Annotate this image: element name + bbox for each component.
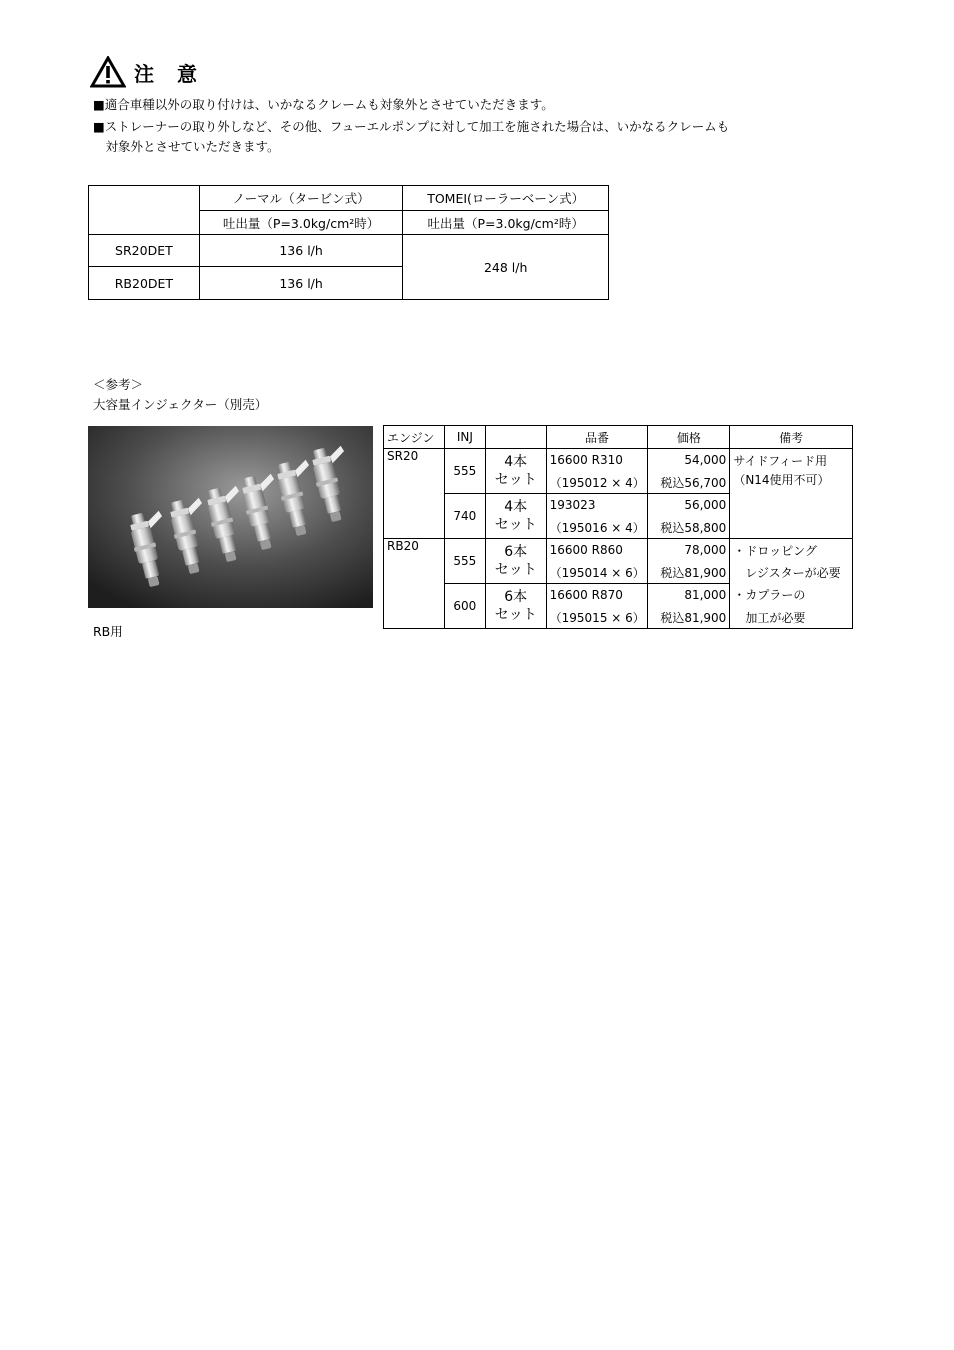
caution-header [90,55,205,89]
price-tax-rb20-600: 税込81,900 [648,606,730,629]
price-tax-sr20-740: 税込58,800 [648,516,730,539]
notes-sr20-2: （N14使用不可） [730,471,853,539]
normal-flow-sr20det: 136 l/h [199,235,403,267]
set-sr20-555: 4本 セット [485,449,546,494]
part-detail-sr20-740: （195016 × 4） [546,516,648,539]
header-price: 価格 [648,426,730,449]
engine-rb20det: RB20DET [89,267,200,300]
inj-rb20-555: 555 [444,539,485,584]
notes-rb20-600-2: 加工が必要 [730,606,853,629]
notes-rb20-555-1: ・ドロッピング [730,539,853,562]
price-sr20-740: 56,000 [648,494,730,517]
part-sr20-740: 193023 [546,494,648,517]
sub-header-tomei: 吐出量（P=3.0kg/cm²時） [403,211,609,235]
set-sr20-740: 4本 セット [485,494,546,539]
inj-sr20-740: 740 [444,494,485,539]
price-tax-rb20-555: 税込81,900 [648,561,730,584]
part-sr20-555: 16600 R310 [546,449,648,472]
notes-rb20-600-1: ・カプラーの [730,584,853,607]
inj-rb20-600: 600 [444,584,485,629]
part-detail-rb20-600: （195015 × 6） [546,606,648,629]
header-tomei: TOMEI(ローラーベーン式） [403,186,609,211]
part-detail-rb20-555: （195014 × 6） [546,561,648,584]
header-engine: エンジン [384,426,445,449]
notes-rb20-555-2: レジスターが必要 [730,561,853,584]
price-rb20-600: 81,000 [648,584,730,607]
injector-table [383,425,853,629]
caution-title: 注 意 [134,61,205,86]
warning-icon [90,56,126,88]
price-rb20-555: 78,000 [648,539,730,562]
pump-comparison-table [88,185,609,300]
header-set [485,426,546,449]
header-part-number: 品番 [546,426,648,449]
set-rb20-555: 6本 セット [485,539,546,584]
part-rb20-600: 16600 R870 [546,584,648,607]
set-rb20-600: 6本 セット [485,584,546,629]
engine-sr20det: SR20DET [89,235,200,267]
sub-header-normal: 吐出量（P=3.0kg/cm²時） [199,211,403,235]
notes-sr20-1: サイドフィード用 [730,449,853,472]
reference-subtitle: 大容量インジェクター（別売） [93,397,268,412]
inj-sr20-555: 555 [444,449,485,494]
header-notes: 備考 [730,426,853,449]
normal-flow-rb20det: 136 l/h [199,267,403,300]
header-inj: INJ [444,426,485,449]
reference-title: ＜参考＞ [93,377,144,392]
tomei-flow-value: 248 l/h [403,235,609,300]
header-normal: ノーマル（タービン式） [199,186,403,211]
photo-caption: RB用 [93,624,123,639]
caution-note-1: ■適合車種以外の取り付けは、いかなるクレームも対象外とさせていただきます。 [93,97,554,112]
injector-photo [88,426,373,608]
price-sr20-555: 54,000 [648,449,730,472]
part-rb20-555: 16600 R860 [546,539,648,562]
price-tax-sr20-555: 税込56,700 [648,471,730,494]
engine-rb20: RB20 [384,539,445,629]
caution-note-2: ■ストレーナーの取り外しなど、その他、フューエルポンプに対して加工を施された場合は、いかなるクレームも [93,119,730,134]
pump-table-corner [89,186,200,235]
engine-sr20: SR20 [384,449,445,539]
part-detail-sr20-555: （195012 × 4） [546,471,648,494]
caution-note-3: 対象外とさせていただきます。 [93,139,280,154]
